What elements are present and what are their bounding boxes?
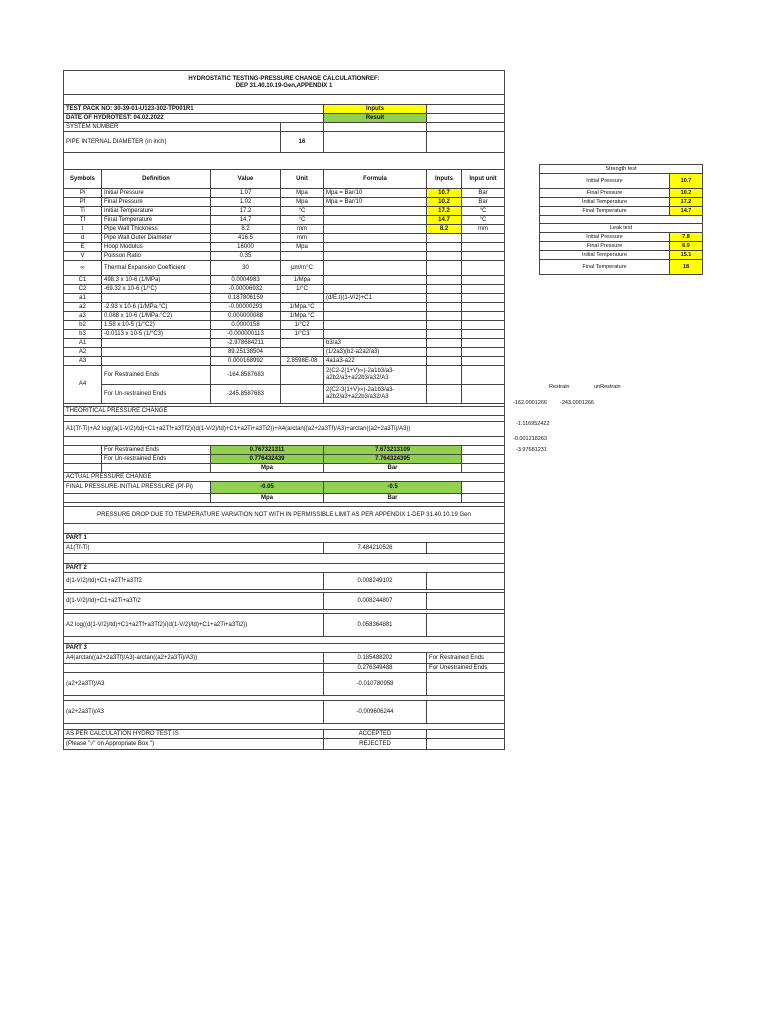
row-value: 0.187806159 [211, 294, 281, 303]
row-symbol: Ti [64, 207, 102, 216]
parameter-row [64, 189, 505, 198]
row-input-unit [462, 252, 505, 261]
row-value: 17.2 [211, 207, 281, 216]
row-unit: 2.8598E-08 [281, 357, 324, 366]
part2-r3-row [64, 614, 505, 637]
row-symbol: A1 [64, 339, 102, 348]
row-input-unit [462, 357, 505, 366]
row-input [427, 276, 462, 285]
row-formula: Mpa = Bar/10 [324, 189, 427, 198]
row-value: 1.07 [211, 189, 281, 198]
row-input: 17.2 [427, 207, 462, 216]
strength-row-label: Final Temperature [540, 207, 670, 216]
row-input-unit [462, 234, 505, 243]
row-definition: Pipe Wall Outer Diameter [102, 234, 211, 243]
row-unit: 1/Mpa.°C [281, 312, 324, 321]
theory-unrestrained-label: For Un-restrained Ends [102, 455, 211, 464]
a4-restrained-value: -164.8587683 [211, 366, 281, 385]
row-definition: Initial Temperature [102, 207, 211, 216]
parameter-row [64, 357, 505, 366]
row-definition: 498.3 x 10-6 (1/MPa) [102, 276, 211, 285]
row-input-unit: °C [462, 216, 505, 225]
test-summary-table [539, 164, 703, 275]
leak-row-value: 15.1 [670, 251, 703, 260]
parameter-row [64, 261, 505, 276]
parameter-row [64, 225, 505, 234]
part2-r1-value: 0.008249102 [324, 573, 427, 590]
part3-r1b-note: For Unestrained Ends [427, 664, 505, 673]
part2-r3-value: 0.058364881 [324, 614, 427, 637]
actual-title-row [64, 473, 505, 482]
theory-units-row [64, 464, 505, 473]
row-input [427, 252, 462, 261]
row-formula: (1/2a3)(b2-a2a2/a3) [324, 348, 427, 357]
part1-value: 7.484210526 [324, 543, 427, 554]
row-symbol: A3 [64, 357, 102, 366]
leak-row-value: 6.9 [670, 242, 703, 251]
part2-r1-row [64, 573, 505, 590]
row-input [427, 294, 462, 303]
actual-bar: -0.5 [324, 482, 462, 494]
row-value: -0.00000293 [211, 303, 281, 312]
theory-title-row [64, 407, 505, 416]
row-definition: 1.58 x 10-5 (1/°C2) [102, 321, 211, 330]
a4-unrestrained-row [64, 385, 505, 404]
row-symbol: b3 [64, 330, 102, 339]
row-symbol: ∞ [64, 261, 102, 276]
part2-r3-blank [427, 614, 505, 637]
actual-label: FINAL PRESSURE-INITIAL PRESSURE (Pf-Pi) [64, 482, 211, 494]
row-formula [324, 243, 427, 252]
strength-test-row [540, 198, 703, 207]
row-formula [324, 330, 427, 339]
row-input-unit [462, 303, 505, 312]
part3-r1b-row [64, 664, 505, 673]
row-symbol: a3 [64, 312, 102, 321]
theory-restrained-mpa: 0.767321311 [211, 446, 324, 455]
row-input: 10.7 [427, 189, 462, 198]
parameter-row [64, 339, 505, 348]
row-symbol: C1 [64, 276, 102, 285]
row-unit: °C [281, 207, 324, 216]
row-unit [281, 348, 324, 357]
row-input [427, 357, 462, 366]
conclusion-row [64, 507, 505, 524]
row-formula: 4a1a3-a22 [324, 357, 427, 366]
row-definition: -0.0113 x 10-5 (1/°C3) [102, 330, 211, 339]
parameter-row [64, 312, 505, 321]
row-formula [324, 216, 427, 225]
row-unit: 1/°C2 [281, 321, 324, 330]
col-symbols: Symbols [64, 170, 102, 189]
part1-blank [427, 543, 505, 554]
parameter-row [64, 285, 505, 294]
row-definition [102, 357, 211, 366]
part1-title: PART 1 [64, 534, 505, 543]
a4-restrained-label: For Restrained Ends [102, 366, 211, 385]
row-input-unit [462, 348, 505, 357]
leak-row-label: Initial Pressure [540, 233, 670, 242]
theory-restrained-label: For Restrained Ends [102, 446, 211, 455]
parameter-row [64, 330, 505, 339]
row-input-unit [462, 261, 505, 276]
row-symbol: a1 [64, 294, 102, 303]
actual-mpa: -0.05 [211, 482, 324, 494]
a4-restrained-formula: 2(C2-2(1+V)∞)-2a1b3/a3-a2b2/a3+a22b3/a32/A3 [324, 366, 427, 385]
row-value: 89.25138504 [211, 348, 281, 357]
parameter-row [64, 276, 505, 285]
result-rejected-row [64, 739, 505, 750]
row-symbol: V [64, 252, 102, 261]
row-formula [324, 303, 427, 312]
legend-result: Result [324, 114, 427, 123]
row-definition: Final Temperature [102, 216, 211, 225]
hydrotest-date: DATE OF HYDROTEST: 04.02.2022 [64, 114, 324, 123]
accepted-box[interactable]: ACCEPTED [324, 730, 427, 739]
title-line-2: DEP 31.40.10.19-Gen,APPENDIX 1 [235, 82, 333, 89]
row-input-unit: °C [462, 207, 505, 216]
theory-restrained-bar: 7.673213109 [324, 446, 462, 455]
row-input-unit [462, 339, 505, 348]
part3-r1-row [64, 653, 505, 664]
unrestrain-label: unRestrain [594, 384, 621, 390]
row-value: 0.000168992 [211, 357, 281, 366]
col-formula: Formula [324, 170, 427, 189]
row-symbol: t [64, 225, 102, 234]
part3-r1-value: 0.185488202 [324, 653, 427, 664]
a4-symbol: A4 [64, 366, 102, 404]
part2-r3-label: A2 log((d(1-V/2)/td)+C1+a2Tf+a3Tf2)/(d(1-V/2)/td)+C1+a2Ti+a3Ti2)) [64, 614, 324, 637]
leak-row-label: Initial Temperature [540, 251, 670, 260]
row-unit: Mpa [281, 198, 324, 207]
part3-r3-value: -0.009606244 [324, 701, 427, 724]
theory-unit-mpa: Mpa [211, 464, 324, 473]
row-value: -0.00006932 [211, 285, 281, 294]
part3-r3-label: (a2+2a3Ti)/A3 [64, 701, 324, 724]
unrestrain-value: -243.0001266 [560, 400, 594, 406]
row-value: 416.5 [211, 234, 281, 243]
row-formula: (d/E.t)(1-V/2)+C1 [324, 294, 427, 303]
a4-restrained-row [64, 366, 505, 385]
theory-formula: A1(Tf-Ti)+A2 log((a(1-V/2)/td)+C1+a2Tf+a3Tf2)/(d(1-V/2)/td)+C1+a2Ti+a3Ti2))+A4(arctan((a2+2a3Tf)/A3)+arctan((a2+2a3Ti)/A3)) [64, 422, 505, 437]
row-input: 8.2 [427, 225, 462, 234]
row-input-unit: mm [462, 225, 505, 234]
row-input [427, 261, 462, 276]
part2-title: PART 2 [64, 564, 505, 573]
row-formula [324, 225, 427, 234]
row-formula [324, 285, 427, 294]
row-input [427, 321, 462, 330]
row-definition: Initial Pressure [102, 189, 211, 198]
part3-r2-value: -0.010780958 [324, 673, 427, 696]
parameter-row [64, 321, 505, 330]
row-definition: Final Pressure [102, 198, 211, 207]
row-definition: Hoop Modulus [102, 243, 211, 252]
row-value: -0.000000113 [211, 330, 281, 339]
strength-row-value: 17.2 [670, 198, 703, 207]
col-input-unit: Input unit [462, 170, 505, 189]
row-input-unit [462, 243, 505, 252]
strength-row-label: Final Pressure [540, 189, 670, 198]
row-value: 0.0000158 [211, 321, 281, 330]
row-definition [102, 294, 211, 303]
part3-r2-blank [427, 673, 505, 696]
title-line-1: HYDROSTATIC TESTING-PRESSURE CHANGE CALCULATIONREF: [188, 75, 380, 82]
leak-test-row [540, 251, 703, 260]
strength-test-title: Strength test [540, 165, 703, 174]
row-unit: 1/°C3 [281, 330, 324, 339]
row-input-unit: Bar [462, 198, 505, 207]
row-value: 0.0004983 [211, 276, 281, 285]
row-value: 16000 [211, 243, 281, 252]
strength-row-label: Initial Temperature [540, 198, 670, 207]
restrain-label: Restrain [549, 384, 570, 390]
part3-title: PART 3 [64, 644, 505, 653]
leak-row-label: Final Temperature [540, 260, 670, 275]
part3-r3-row [64, 701, 505, 724]
row-input-unit [462, 312, 505, 321]
theory-unrestrained-bar: 7.764324395 [324, 455, 462, 464]
row-symbol: C2 [64, 285, 102, 294]
actual-row [64, 482, 505, 494]
row-value: -2.978684211 [211, 339, 281, 348]
floating-value-5: -3.97681231 [516, 447, 547, 453]
row-formula [324, 252, 427, 261]
row-input-unit [462, 294, 505, 303]
row-input-unit [462, 285, 505, 294]
row-unit [281, 252, 324, 261]
row-symbol: Pf [64, 198, 102, 207]
row-symbol: Tf [64, 216, 102, 225]
floating-value-3: -1.116952422 [516, 421, 550, 427]
strength-test-row [540, 174, 703, 189]
strength-test-row [540, 207, 703, 216]
row-input [427, 339, 462, 348]
row-input [427, 243, 462, 252]
row-unit: mm [281, 225, 324, 234]
actual-unit-bar: Bar [324, 494, 462, 503]
row-input: 14.7 [427, 216, 462, 225]
leak-test-title-row [540, 224, 703, 233]
row-value: 1.02 [211, 198, 281, 207]
row-formula [324, 276, 427, 285]
row-definition: Thermal Expansion Coefficient [102, 261, 211, 276]
leak-test-row [540, 260, 703, 275]
row-formula: b3/a3 [324, 339, 427, 348]
row-formula: Mpa = Bar/10 [324, 198, 427, 207]
row-unit: Mpa [281, 243, 324, 252]
row-input: 10.2 [427, 198, 462, 207]
actual-units-row [64, 494, 505, 503]
leak-test-row [540, 233, 703, 242]
row-symbol: b2 [64, 321, 102, 330]
result-accepted-row [64, 730, 505, 739]
row-symbol: E [64, 243, 102, 252]
row-formula [324, 207, 427, 216]
row-definition: -69.32 x 10-6 (1/°C) [102, 285, 211, 294]
part3-title-row [64, 644, 505, 653]
actual-title: ACTUAL PRESSURE CHANGE [64, 473, 505, 482]
parameter-row [64, 243, 505, 252]
row-input [427, 330, 462, 339]
row-unit: 1/°C [281, 285, 324, 294]
a4-unrestrained-value: -245.8587683 [211, 385, 281, 404]
leak-row-value: 18 [670, 260, 703, 275]
legend-inputs: Inputs [324, 105, 427, 114]
col-unit: Unit [281, 170, 324, 189]
theory-restrained-row [64, 446, 505, 455]
part2-r1-label: d(1-V/2)/td)+C1+a2Tf+a3Tf2 [64, 573, 324, 590]
row-input-unit [462, 276, 505, 285]
part2-r2-blank [427, 593, 505, 610]
parameter-row [64, 198, 505, 207]
part2-r2-label: d(1-V/2)/td)+C1+a2Ti+a3Ti2 [64, 593, 324, 610]
parameter-row [64, 303, 505, 312]
rejected-box[interactable]: REJECTED [324, 739, 427, 750]
row-unit: mm [281, 234, 324, 243]
row-input [427, 312, 462, 321]
row-input-unit: Bar [462, 189, 505, 198]
row-unit: 1/Mpa.°C [281, 303, 324, 312]
strength-row-value: 10.7 [670, 174, 703, 189]
a4-unrestrained-label: For Un-restrained Ends [102, 385, 211, 404]
leak-test-row [540, 242, 703, 251]
theory-unrestrained-mpa: 0.776432439 [211, 455, 324, 464]
row-definition: Poisson Ratio [102, 252, 211, 261]
part3-r2-label: (a2+2a3Tf)/A3 [64, 673, 324, 696]
row-symbol: Pi [64, 189, 102, 198]
part3-r1-note: For Restrained Ends [427, 653, 505, 664]
row-definition: -2.93 x 10-6 (1/MPa.°C) [102, 303, 211, 312]
a4-unrestrained-formula: 2(C2-3(1+V)∞)-2a1b3/a3-a2b2/a3+a22b3/a32/A3 [324, 385, 427, 404]
row-unit: Mpa [281, 189, 324, 198]
strength-row-value: 10.2 [670, 189, 703, 198]
parameter-row [64, 234, 505, 243]
part3-r2-row [64, 673, 505, 696]
parameter-row [64, 252, 505, 261]
conclusion: PRESSURE DROP DUE TO TEMPERATURE VARIATION NOT WITH IN PERMISSIBLE LIMIT AS PER APPENDIX 1-DEP 31.40.10.19 Gen [64, 507, 505, 524]
theory-formula-row [64, 422, 505, 437]
part2-title-row [64, 564, 505, 573]
row-unit [281, 294, 324, 303]
part2-r2-value: 0.008244807 [324, 593, 427, 610]
col-inputs: Inputs [427, 170, 462, 189]
strength-test-row [540, 189, 703, 198]
sheet-title [64, 71, 505, 95]
parameter-row [64, 216, 505, 225]
row-symbol: A2 [64, 348, 102, 357]
strength-test-title-row [540, 165, 703, 174]
floating-value-4: -0.001218263 [513, 436, 547, 442]
part2-r2-row [64, 593, 505, 610]
row-definition: Pipe Wall Thickness [102, 225, 211, 234]
row-input [427, 285, 462, 294]
leak-row-label: Final Pressure [540, 242, 670, 251]
row-unit: μm/m°C [281, 261, 324, 276]
part3-r3-blank [427, 701, 505, 724]
row-value: 14.7 [211, 216, 281, 225]
row-input-unit [462, 321, 505, 330]
theory-title: THEORITICAL PRESSURE CHANGE [64, 407, 505, 416]
row-unit: 1/Mpa [281, 276, 324, 285]
leak-test-title: Leak test [540, 224, 703, 233]
parameter-row [64, 348, 505, 357]
row-input-unit [462, 330, 505, 339]
row-formula [324, 321, 427, 330]
result-label-2: (Please "√" on Appropriate Box ") [64, 739, 324, 750]
parameter-row [64, 294, 505, 303]
row-value: 8.2 [211, 225, 281, 234]
row-definition [102, 339, 211, 348]
leak-row-value: 7.8 [670, 233, 703, 242]
main-sheet [63, 70, 505, 750]
actual-unit-mpa: Mpa [211, 494, 324, 503]
part1-label: A1(Tf-Ti) [64, 543, 324, 554]
part3-r1b-value: 0.276349488 [324, 664, 427, 673]
row-input [427, 303, 462, 312]
row-input [427, 348, 462, 357]
pipe-diameter-value: 16 [281, 132, 324, 153]
theory-unit-bar: Bar [324, 464, 462, 473]
part2-r1-blank [427, 573, 505, 590]
part1-title-row [64, 534, 505, 543]
row-formula [324, 234, 427, 243]
strength-row-label: Initial Pressure [540, 174, 670, 189]
col-value: Value [211, 170, 281, 189]
system-number: SYSTEM NUMBER [64, 123, 281, 132]
row-formula [324, 261, 427, 276]
col-definition: Definition [102, 170, 211, 189]
row-formula [324, 312, 427, 321]
theory-unrestrained-row [64, 455, 505, 464]
part3-r1-label: A4(arctan((a2+2a3Tf)/A3)-arctan((a2+2a3Ti)/A3)) [64, 653, 324, 664]
row-input [427, 234, 462, 243]
result-label-1: AS PER CALCULATION HYDRO TEST IS [64, 730, 324, 739]
pipe-diameter-label: PIPE INTERNAL DIAMETER (in inch) [64, 132, 281, 153]
row-symbol: a2 [64, 303, 102, 312]
row-definition [102, 348, 211, 357]
row-symbol: d [64, 234, 102, 243]
restrain-value: -162.0001266 [513, 400, 547, 406]
part1-row [64, 543, 505, 554]
row-value: 0.000000088 [211, 312, 281, 321]
row-unit [281, 339, 324, 348]
row-unit: °C [281, 216, 324, 225]
parameter-row [64, 207, 505, 216]
strength-row-value: 14.7 [670, 207, 703, 216]
test-pack-no: TEST PACK NO: 30-39-01-U123-302-TP001R1 [64, 105, 324, 114]
row-definition: 0.088 x 10-6 (1/MPa.°C2) [102, 312, 211, 321]
row-value: 30 [211, 261, 281, 276]
row-value: 0.35 [211, 252, 281, 261]
